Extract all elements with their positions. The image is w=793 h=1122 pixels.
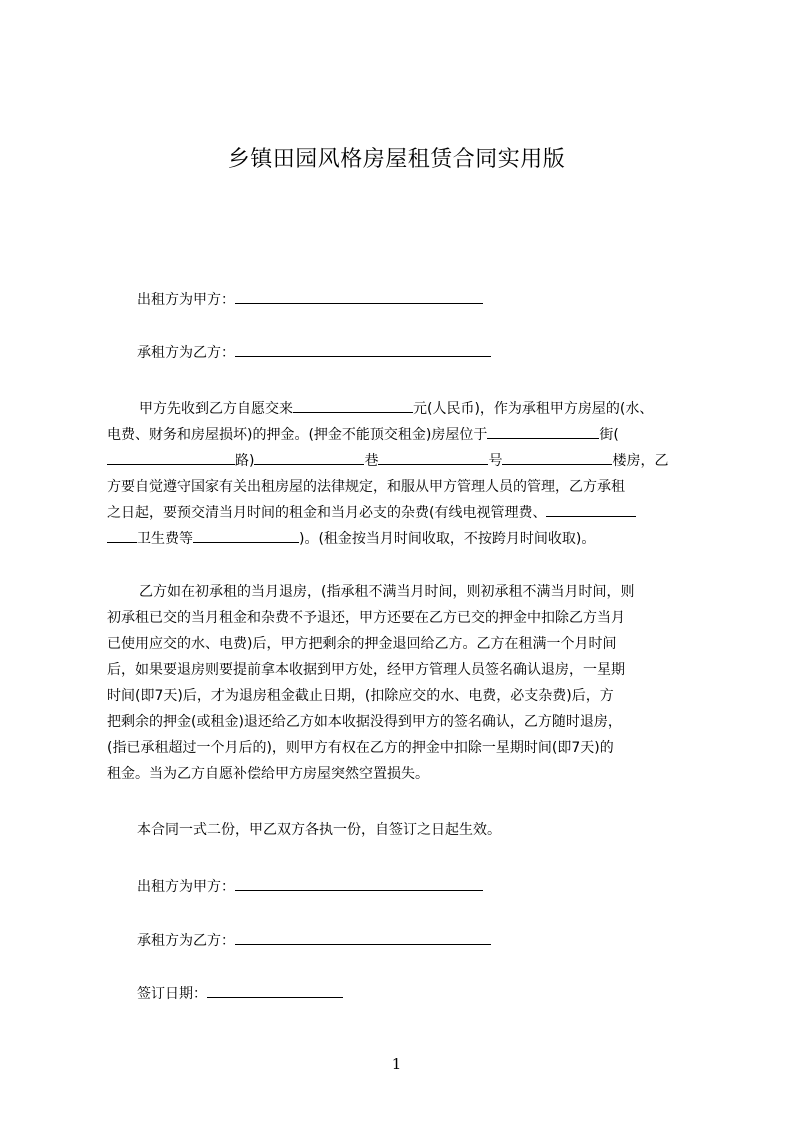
- tenant-blank[interactable]: [235, 342, 491, 357]
- document-title: 乡镇田园风格房屋租赁合同实用版: [227, 147, 566, 172]
- page-number: 1: [391, 1055, 402, 1073]
- sign-date-blank[interactable]: [207, 983, 343, 998]
- street-blank[interactable]: [487, 424, 599, 439]
- misc-fee-blank-cont[interactable]: [107, 528, 137, 543]
- paragraph-line: 租金。当为乙方自愿补偿给甲方房屋突然空置损失。: [107, 766, 429, 782]
- paragraph-line: (指已承租超过一个月后的)，则甲方有权在乙方的押金中扣除一星期时间(即7天)的: [107, 740, 614, 756]
- sanitation-fee-blank[interactable]: [193, 528, 299, 543]
- paragraph-line: 电费、财务和房屋损坏)的押金。(押金不能顶交租金)房屋位于 街(: [107, 422, 707, 448]
- sign-landlord-blank[interactable]: [235, 876, 483, 891]
- landlord-blank[interactable]: [235, 289, 483, 304]
- paragraph-line: 卫生费等 )。(租金按当月时间收取，不按跨月时间收取)。: [107, 526, 707, 552]
- sign-date-label: 签订日期：: [137, 986, 207, 1002]
- paragraph-line: 初承租已交的当月租金和杂费不予退还，甲方还要在乙方已交的押金中扣除乙方当月: [107, 610, 625, 626]
- building-blank[interactable]: [502, 450, 612, 465]
- paragraph-line: 时间(即7天)后，才为退房租金截止日期，(扣除应交的水、电费，必支杂费)后，方: [107, 688, 614, 704]
- misc-fee-blank[interactable]: [546, 502, 636, 517]
- paragraph-line: 路) 巷 号 楼房，乙: [107, 448, 707, 474]
- paragraph-line: 甲方先收到乙方自愿交来 元(人民币)，作为承租甲方房屋的(水、: [107, 396, 707, 422]
- sign-landlord-line: [137, 874, 737, 900]
- tenant-line: [137, 340, 737, 366]
- landlord-line: [137, 287, 737, 313]
- number-blank[interactable]: [378, 450, 488, 465]
- tenant-label: 承租方为乙方：: [137, 345, 235, 361]
- sign-tenant-line: [137, 928, 737, 954]
- paragraph-line: 之日起，要预交清当月时间的租金和当月必支的杂费(有线电视管理费、: [107, 500, 707, 526]
- paragraph-line: 把剩余的押金(或租金)退还给乙方如本收据没得到甲方的签名确认，乙方随时退房，: [107, 714, 622, 730]
- paragraph-line: 方要自觉遵守国家有关出租房屋的法律规定，和服从甲方管理人员的管理，乙方承租: [107, 479, 625, 495]
- paragraph-line: 已使用应交的水、电费)后，甲方把剩余的押金退回给乙方。乙方在租满一个月时间: [107, 636, 617, 652]
- effect-clause: 本合同一式二份，甲乙双方各执一份，自签订之日起生效。: [137, 822, 501, 838]
- sign-landlord-label: 出租方为甲方：: [137, 879, 235, 895]
- sign-tenant-label: 承租方为乙方：: [137, 933, 235, 949]
- deposit-amount-blank[interactable]: [293, 398, 413, 413]
- landlord-label: 出租方为甲方：: [137, 292, 235, 308]
- sign-date-line: [137, 981, 737, 1007]
- paragraph-line: 后，如果要退房则要提前拿本收据到甲方处，经甲方管理人员签名确认退房，一星期: [107, 662, 625, 678]
- road-blank[interactable]: [107, 450, 235, 465]
- sign-tenant-blank[interactable]: [235, 930, 491, 945]
- lane-blank[interactable]: [254, 450, 364, 465]
- paragraph-line: 乙方如在初承租的当月退房，(指承租不满当月时间，则初承租不满当月时间，则: [139, 584, 635, 600]
